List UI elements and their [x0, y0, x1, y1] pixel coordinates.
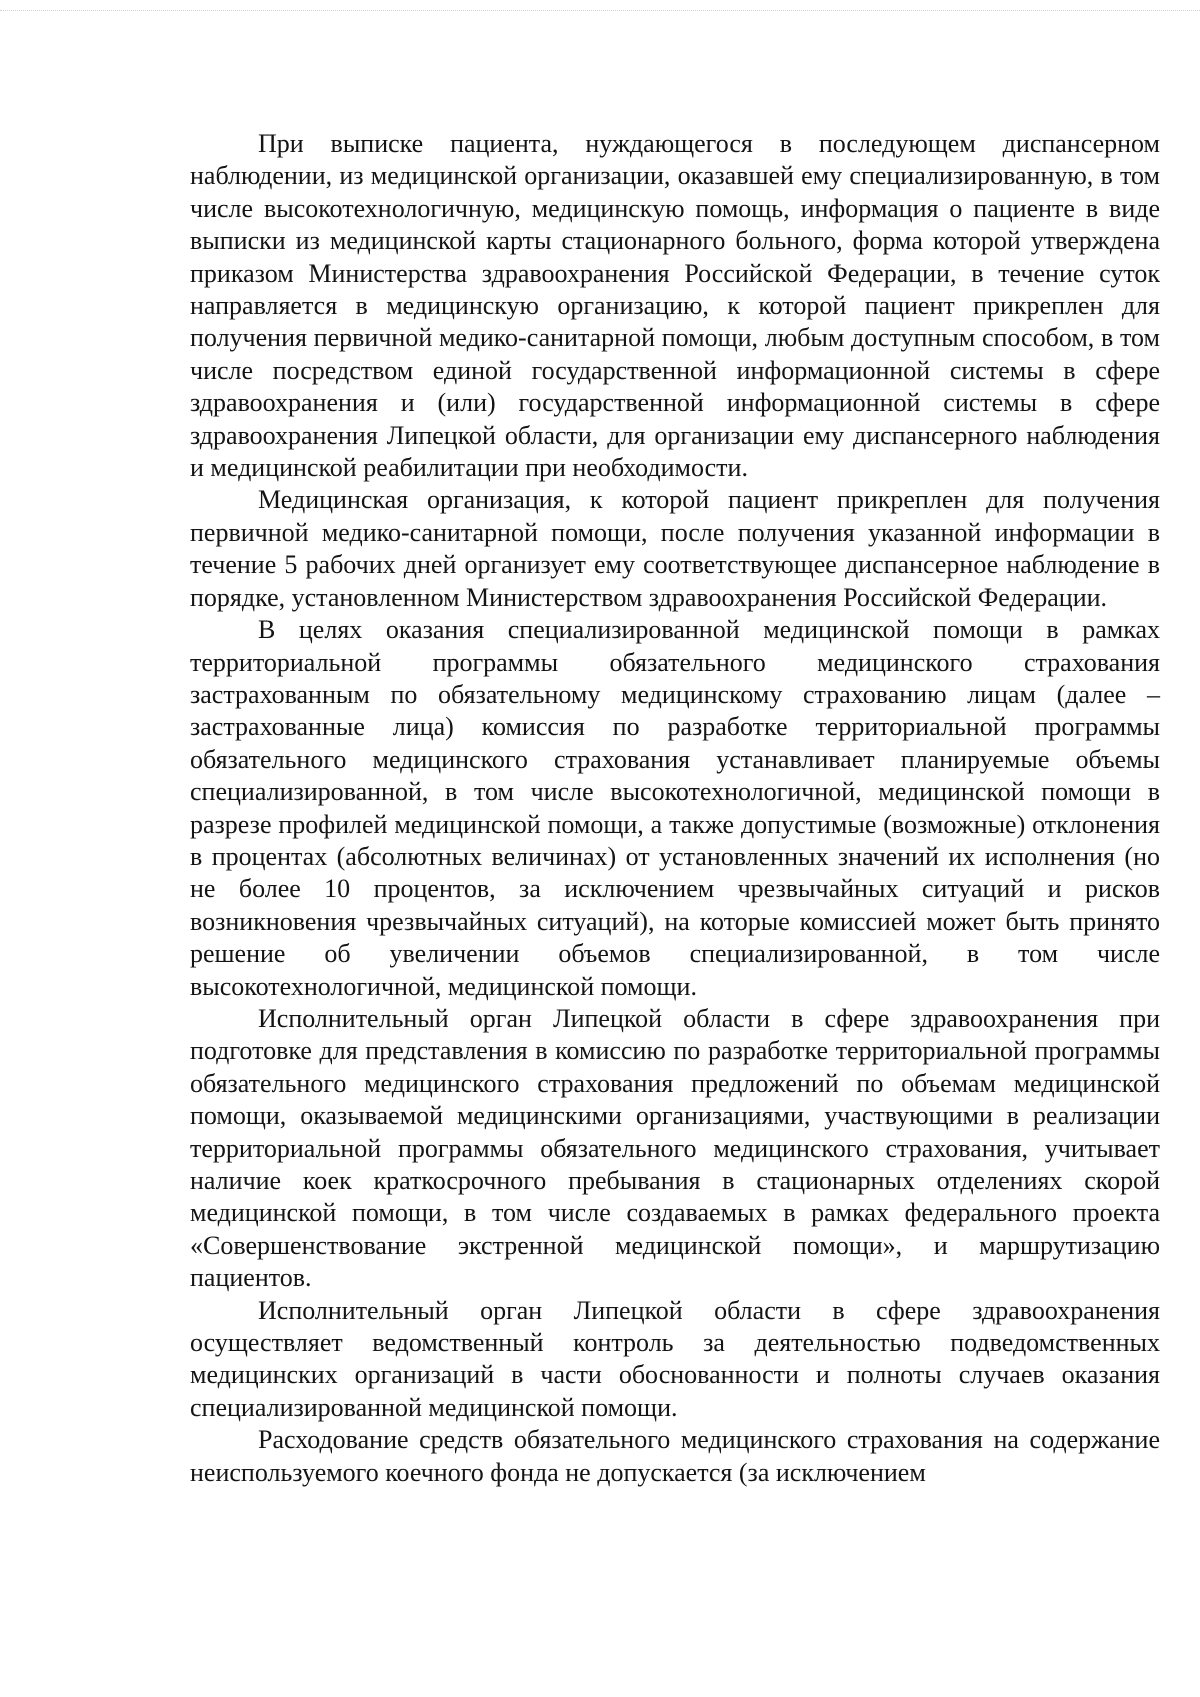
paragraph-bed-fund-expenses: Расходование средств обязательного медицинского страхования на содержание неиспользуемого коечного фонда не допускается (за исключением — [190, 1425, 1160, 1487]
paragraph-dispensary-observation: Медицинская организация, к которой пациент прикреплен для получения первичной медико-санитарной помощи, после получения указанной информации в течение 5 рабочих дней организует ему соответствующее диспансерное наблюдение в порядке, установленном Министерством здравоохранения Российской Федерации. — [190, 485, 1160, 612]
document-body — [190, 128, 1160, 1489]
paragraph-departmental-control: Исполнительный орган Липецкой области в сфере здравоохранения осуществляет ведомственный контроль за деятельностью подведомственных медицинских организаций в части обоснованности и полноты случаев оказания специализированной медицинской помощи. — [190, 1295, 1160, 1422]
paragraph-discharge-information: При выписке пациента, нуждающегося в последующем диспансерном наблюдении, из медицинской организации, оказавшей ему специализированную, в том числе высокотехнологичную, медицинскую помощь, информация о пациенте в виде выписки из медицинской карты стационарного больного, форма которой утверждена приказом Министерства здравоохранения Российской Федерации, в течение суток направляется в медицинскую организацию, к которой пациент прикреплен для получения первичной медико-санитарной помощи, любым доступным способом, в том числе посредством единой государственной информационной системы в сфере здравоохранения и (или) государственной информационной системы в сфере здравоохранения Липецкой области, для организации ему диспансерного наблюдения и медицинской реабилитации при необходимости. — [190, 129, 1160, 483]
paragraph-volume-proposals: Исполнительный орган Липецкой области в сфере здравоохранения при подготовке для представления в комиссию по разработке территориальной программы обязательного медицинского страхования предложений по объемам медицинской помощи, оказываемой медицинскими организациями, участвующими в реализации территориальной программы обязательного медицинского страхования, учитывает наличие коек краткосрочного пребывания в стационарных отделениях скорой медицинской помощи, в том числе создаваемых в рамках федерального проекта «Совершенствование экстренной медицинской помощи», и маршрутизацию пациентов. — [190, 1003, 1160, 1293]
paragraph-specialized-care-volumes: В целях оказания специализированной медицинской помощи в рамках территориальной программы обязательного медицинского страхования застрахованным по обязательному медицинскому страхованию лицам (далее – застрахованные лица) комиссия по разработке территориальной программы обязательного медицинского страхования устанавливает планируемые объемы специализированной, в том числе высокотехнологичной, медицинской помощи в разрезе профилей медицинской помощи, а также допустимые (возможные) отклонения в процентах (абсолютных величинах) от установленных значений их исполнения (но не более 10 процентов, за исключением чрезвычайных ситуаций и рисков возникновения чрезвычайных ситуаций), на которые комиссией может быть принято решение об увеличении объемов специализированной, в том числе высокотехнологичной, медицинской помощи. — [190, 615, 1160, 1001]
scan-edge-line — [0, 10, 1200, 11]
